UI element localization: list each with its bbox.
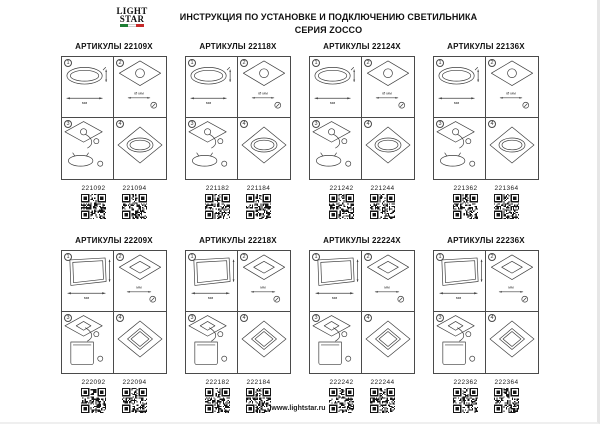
panel-heading: АРТИКУЛЫ 22124X — [323, 42, 401, 51]
product-code: 221364 — [494, 185, 519, 192]
step-cell-installed — [238, 118, 290, 179]
step-cell-installed — [114, 118, 166, 179]
step-cell-ceiling-cutout — [486, 57, 538, 118]
qr-code — [453, 194, 478, 219]
step-cell-wiring — [186, 312, 238, 373]
step-number: 4 — [488, 314, 496, 322]
step-number: 2 — [488, 253, 496, 261]
step-number: 4 — [116, 314, 124, 322]
step-cell-wiring — [310, 118, 362, 179]
page-title — [60, 11, 597, 37]
product-codes — [329, 185, 395, 224]
installation-steps-diagram — [185, 250, 291, 374]
product-code-item — [81, 379, 106, 418]
step-cell-installed — [114, 312, 166, 373]
qr-code — [81, 194, 106, 219]
step-number: 3 — [188, 314, 196, 322]
title-line-1: ИНСТРУКЦИЯ ПО УСТАНОВКЕ И ПОДКЛЮЧЕНИЮ СВЕТИЛЬНИКА — [179, 12, 478, 22]
logo-line-1: LIGHT — [116, 6, 148, 16]
product-codes — [81, 185, 147, 224]
product-code-item — [205, 185, 230, 224]
step-number: 1 — [436, 59, 444, 67]
step-cell-ceiling-cutout — [114, 57, 166, 118]
product-codes — [81, 379, 147, 418]
panel-22109x — [52, 42, 176, 224]
installation-steps-diagram — [185, 56, 291, 180]
step-number: 3 — [64, 120, 72, 128]
step-number: 2 — [240, 59, 248, 67]
step-cell-wiring — [434, 118, 486, 179]
product-code: 222242 — [329, 379, 354, 386]
step-cell-installed — [362, 118, 414, 179]
product-code: 221092 — [81, 185, 106, 192]
product-code-item — [370, 185, 395, 224]
product-code: 222364 — [494, 379, 519, 386]
product-codes — [453, 185, 519, 224]
product-code-item — [329, 185, 354, 224]
step-cell-installed — [486, 312, 538, 373]
product-code-item — [494, 185, 519, 224]
cutout-dimension-label: мм — [508, 284, 514, 290]
installation-steps-diagram — [309, 56, 415, 180]
step-cell-fixture-dimensions — [186, 57, 238, 118]
qr-code — [246, 194, 271, 219]
step-number: 4 — [488, 120, 496, 128]
step-cell-installed — [486, 118, 538, 179]
product-codes — [453, 379, 519, 418]
step-number: 3 — [436, 314, 444, 322]
step-cell-wiring — [62, 312, 114, 373]
product-code: 221244 — [370, 185, 395, 192]
panel-heading: АРТИКУЛЫ 22109X — [75, 42, 153, 51]
step-number: 3 — [436, 120, 444, 128]
product-codes — [329, 379, 395, 418]
step-cell-installed — [362, 312, 414, 373]
cutout-dimension-label: Ø мм — [134, 90, 144, 96]
panels-grid — [52, 42, 548, 418]
step-cell-installed — [238, 312, 290, 373]
installation-steps-diagram — [433, 56, 539, 180]
step-cell-ceiling-cutout — [238, 57, 290, 118]
cutout-dimension-label: Ø мм — [382, 90, 392, 96]
step-number: 4 — [364, 314, 372, 322]
step-number: 4 — [116, 120, 124, 128]
product-code-item — [329, 379, 354, 418]
step-cell-wiring — [434, 312, 486, 373]
step-number: 1 — [64, 59, 72, 67]
panel-heading: АРТИКУЛЫ 22136X — [447, 42, 525, 51]
website-url: www.lightstar.ru — [271, 405, 326, 412]
step-number: 3 — [64, 314, 72, 322]
step-cell-fixture-dimensions — [310, 57, 362, 118]
step-number: 2 — [116, 253, 124, 261]
step-cell-fixture-dimensions — [434, 251, 486, 312]
product-code-item — [81, 185, 106, 224]
product-code-item — [246, 185, 271, 224]
step-number: 1 — [188, 253, 196, 261]
step-cell-ceiling-cutout — [362, 57, 414, 118]
panel-heading: АРТИКУЛЫ 22236X — [447, 236, 525, 245]
step-cell-wiring — [310, 312, 362, 373]
product-code: 221182 — [205, 185, 230, 192]
product-code: 222362 — [453, 379, 478, 386]
step-number: 4 — [240, 120, 248, 128]
product-codes — [205, 185, 271, 224]
dimension-label: мм — [329, 100, 336, 106]
product-code: 221242 — [329, 185, 354, 192]
step-cell-wiring — [186, 118, 238, 179]
step-cell-fixture-dimensions — [62, 57, 114, 118]
panel-22218x — [176, 236, 300, 418]
panel-22224x — [300, 236, 424, 418]
step-number: 1 — [436, 253, 444, 261]
cutout-dimension-label: мм — [260, 284, 266, 290]
qr-code — [205, 194, 230, 219]
panel-heading: АРТИКУЛЫ 22218X — [199, 236, 277, 245]
step-cell-fixture-dimensions — [186, 251, 238, 312]
step-number: 3 — [312, 314, 320, 322]
dimension-label: мм — [205, 100, 212, 106]
step-number: 2 — [116, 59, 124, 67]
product-code-item — [453, 379, 478, 418]
panel-22136x — [424, 42, 548, 224]
step-cell-wiring — [62, 118, 114, 179]
step-number: 1 — [64, 253, 72, 261]
title-line-2: СЕРИЯ ZOCCO — [294, 25, 363, 35]
product-code-item — [205, 379, 230, 418]
product-code: 222244 — [370, 379, 395, 386]
step-cell-fixture-dimensions — [310, 251, 362, 312]
installation-steps-diagram — [433, 250, 539, 374]
step-cell-fixture-dimensions — [434, 57, 486, 118]
step-number: 2 — [364, 253, 372, 261]
step-cell-ceiling-cutout — [486, 251, 538, 312]
dimension-label: мм — [83, 295, 90, 301]
product-code: 222184 — [246, 379, 271, 386]
cutout-dimension-label: мм — [136, 284, 142, 290]
product-code-item — [494, 379, 519, 418]
step-number: 3 — [312, 120, 320, 128]
cutout-dimension-label: мм — [384, 284, 390, 290]
dimension-label: мм — [455, 295, 462, 301]
product-code: 222094 — [122, 379, 147, 386]
cutout-dimension-label: Ø мм — [506, 90, 516, 96]
product-code-item — [453, 185, 478, 224]
step-number: 1 — [312, 59, 320, 67]
product-code: 221362 — [453, 185, 478, 192]
product-code: 221094 — [122, 185, 147, 192]
product-code-item — [370, 379, 395, 418]
product-code-item — [122, 379, 147, 418]
product-code-item — [122, 185, 147, 224]
qr-code — [494, 194, 519, 219]
step-cell-ceiling-cutout — [362, 251, 414, 312]
panel-heading: АРТИКУЛЫ 22224X — [323, 236, 401, 245]
installation-steps-diagram — [61, 56, 167, 180]
panel-22236x — [424, 236, 548, 418]
step-number: 4 — [240, 314, 248, 322]
product-code: 221184 — [246, 185, 271, 192]
product-codes — [205, 379, 271, 418]
dimension-label: мм — [81, 100, 88, 106]
product-code: 222182 — [205, 379, 230, 386]
step-number: 2 — [364, 59, 372, 67]
step-cell-ceiling-cutout — [238, 251, 290, 312]
product-code: 222092 — [81, 379, 106, 386]
panel-heading: АРТИКУЛЫ 22209X — [75, 236, 153, 245]
step-number: 4 — [364, 120, 372, 128]
dimension-label: мм — [207, 295, 214, 301]
dimension-label: мм — [453, 100, 460, 106]
installation-steps-diagram — [61, 250, 167, 374]
cutout-dimension-label: Ø мм — [258, 90, 268, 96]
panel-22209x — [52, 236, 176, 418]
panel-heading: АРТИКУЛЫ 22118X — [199, 42, 277, 51]
panel-22118x — [176, 42, 300, 224]
logo-line-2: STAR — [119, 14, 145, 24]
step-number: 1 — [312, 253, 320, 261]
qr-code — [370, 194, 395, 219]
panel-22124x — [300, 42, 424, 224]
step-number: 2 — [240, 253, 248, 261]
step-number: 1 — [188, 59, 196, 67]
qr-code — [329, 194, 354, 219]
dimension-label: мм — [331, 295, 338, 301]
step-number: 2 — [488, 59, 496, 67]
product-code-item — [246, 379, 271, 418]
step-cell-fixture-dimensions — [62, 251, 114, 312]
qr-code — [122, 194, 147, 219]
step-number: 3 — [188, 120, 196, 128]
step-cell-ceiling-cutout — [114, 251, 166, 312]
installation-steps-diagram — [309, 250, 415, 374]
